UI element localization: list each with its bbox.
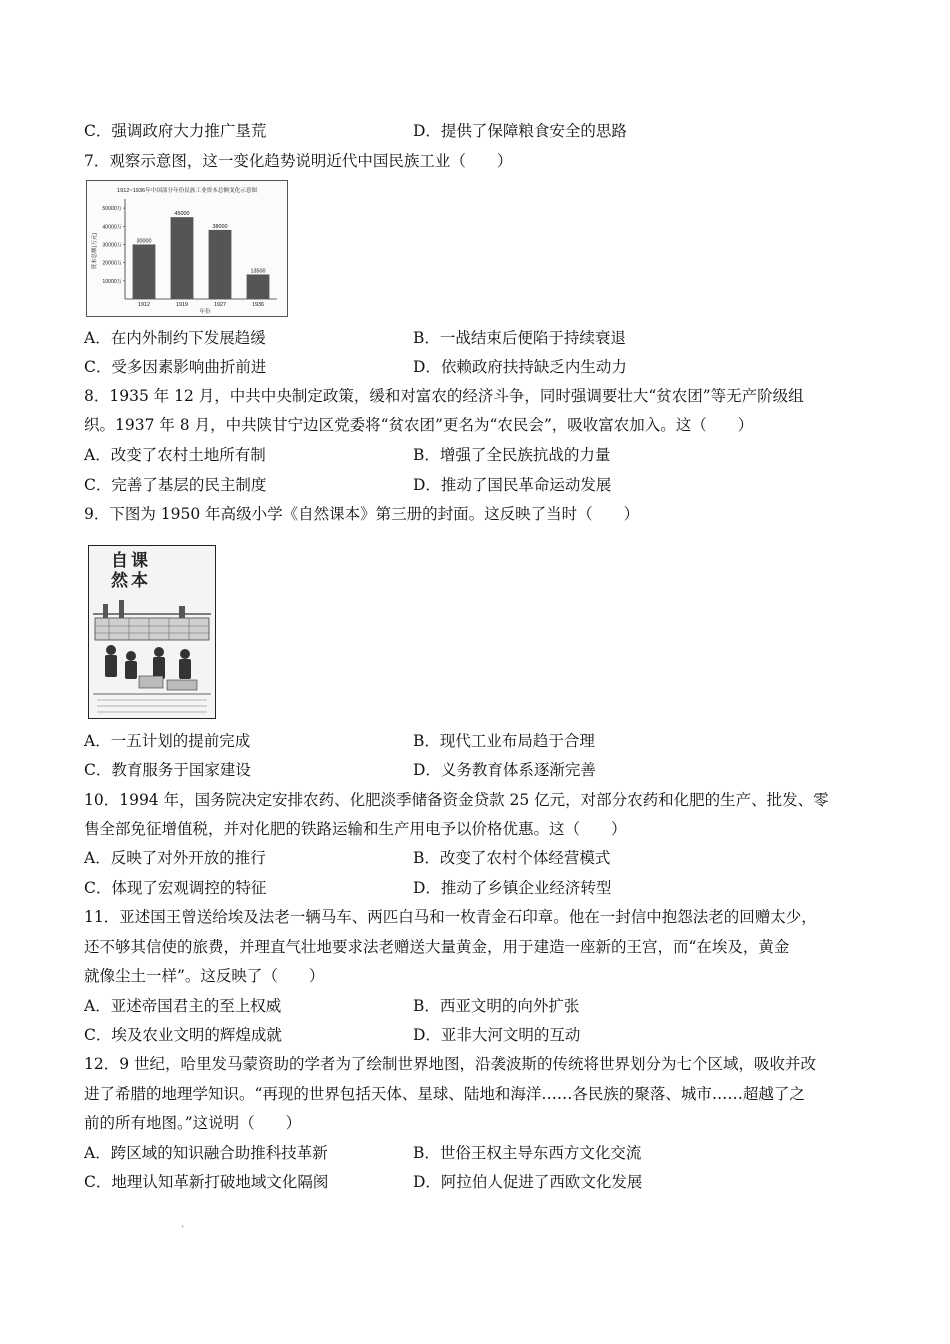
- chart-y-tick-label: 30000万: [102, 242, 122, 249]
- q8-option-a: A．改变了农村土地所有制: [84, 446, 266, 464]
- q12-option-d: D．阿拉伯人促进了西欧文化发展: [413, 1173, 643, 1191]
- q8-stem-line2: 织。1937 年 8 月，中共陕甘宁边区党委将“贫农团”更名为“农民会”，吸收富农加入。这（ ）: [84, 416, 754, 434]
- chart-y-tick-label: 20000万: [102, 260, 122, 267]
- q11-option-a: A．亚述帝国君主的至上权威: [84, 997, 282, 1015]
- q8-option-b: B．增强了全民族抗战的力量: [413, 446, 611, 464]
- q8-option-d: D．推动了国民革命运动发展: [413, 476, 612, 494]
- cover-title-char: 自: [111, 551, 128, 571]
- q10-option-d: D．推动了乡镇企业经济转型: [413, 879, 612, 897]
- q7-option-a: A．在内外制约下发展趋缓: [84, 329, 266, 347]
- q7-stem: 7．观察示意图，这一变化趋势说明近代中国民族工业（ ）: [84, 152, 513, 170]
- cover-title-char: 本: [131, 571, 148, 591]
- q10-stem-line1: 10．1994 年，国务院决定安排农药、化肥淡季储备资金贷款 25 亿元，对部分农药和化肥的生产、批发、零: [84, 791, 829, 809]
- chart-x-tick-label: 1936: [252, 302, 264, 308]
- q9-textbook-cover-image: [88, 545, 216, 719]
- chart-y-tick-label: 40000万: [102, 224, 122, 231]
- q8-option-c: C．完善了基层的民主制度: [84, 476, 267, 494]
- chart-bar: [247, 274, 270, 299]
- q11-stem-line3: 就像尘土一样”。这反映了（ ）: [84, 967, 325, 985]
- q9-option-b: B．现代工业布局趋于合理: [413, 732, 595, 750]
- chart-title: 1912~1936年中国部分年份民族工业资本总额变化示意图: [116, 188, 258, 194]
- q7-bar-chart: [86, 180, 288, 317]
- q10-stem-line2: 售全部免征增值税，并对化肥的铁路运输和生产用电予以价格优惠。这（ ）: [84, 820, 627, 838]
- q9-stem: 9．下图为 1950 年高级小学《自然课本》第三册的封面。这反映了当时（ ）: [84, 505, 640, 523]
- q9-option-a: A．一五计划的提前完成: [84, 732, 251, 750]
- cover-title-char: 然: [111, 571, 128, 591]
- chart-y-tick-label: 50000万: [102, 206, 122, 213]
- q12-stem-line2: 进了希腊的地理学知识。“再现的世界包括天体、星球、陆地和海洋……各民族的聚落、城市……超越了之: [84, 1085, 805, 1103]
- chart-bar: [209, 230, 232, 299]
- q12-option-a: A．跨区域的知识融合助推科技革新: [84, 1144, 328, 1162]
- chart-data-label: 30000: [136, 238, 152, 245]
- q9-option-c: C．教育服务于国家建设: [84, 761, 251, 779]
- chart-data-label: 38000: [212, 223, 228, 230]
- q7-option-b: B．一战结束后便陷于持续衰退: [413, 329, 626, 347]
- q10-option-a: A．反映了对外开放的推行: [84, 849, 266, 867]
- q9-option-d: D．义务教育体系逐渐完善: [413, 761, 596, 779]
- q6-option-c: C．强调政府大力推广垦荒: [84, 122, 267, 140]
- footer-mark: .: [181, 1219, 185, 1230]
- q6-option-d: D．提供了保障粮食安全的思路: [413, 122, 627, 140]
- q12-stem-line1: 12．9 世纪，哈里发马蒙资助的学者为了绘制世界地图，沿袭波斯的传统将世界划分为七个区域，吸收并改: [84, 1055, 817, 1073]
- chart-bar: [133, 244, 156, 299]
- chart-y-tick-label: 10000万: [102, 278, 122, 285]
- q10-option-b: B．改变了农村个体经营模式: [413, 849, 611, 867]
- q8-stem-line1: 8．1935 年 12 月，中共中央制定政策，缓和对富农的经济斗争，同时强调要壮大“贫农团”等无产阶级组: [84, 387, 804, 405]
- chart-y-axis-label: 资本总额(万元): [92, 232, 98, 270]
- q11-stem-line2: 还不够其信使的旅费，并理直气壮地要求法老赠送大量黄金，用于建造一座新的王宫，而“在埃及，黄金: [84, 938, 790, 956]
- chart-x-tick-label: 1912: [138, 302, 150, 308]
- q11-option-d: D．亚非大河文明的互动: [413, 1026, 581, 1044]
- chart-x-tick-label: 1919: [176, 302, 188, 308]
- q7-option-c: C．受多因素影响曲折前进: [84, 358, 267, 376]
- chart-bar: [171, 217, 194, 299]
- q11-stem-line1: 11．亚述国王曾送给埃及法老一辆马车、两匹白马和一枚青金石印章。他在一封信中抱怨法老的回赠太少，: [84, 908, 817, 926]
- chart-x-axis-label: 年份: [199, 309, 211, 315]
- chart-data-label: 45000: [174, 211, 190, 218]
- q12-option-c: C．地理认知革新打破地域文化隔阂: [84, 1173, 329, 1191]
- q10-option-c: C．体现了宏观调控的特征: [84, 879, 267, 897]
- q12-option-b: B．世俗王权主导东西方文化交流: [413, 1144, 642, 1162]
- q11-option-b: B．西亚文明的向外扩张: [413, 997, 580, 1015]
- chart-x-tick-label: 1927: [214, 302, 226, 308]
- chart-data-label: 13500: [250, 268, 266, 275]
- cover-title-char: 课: [131, 551, 148, 571]
- q11-option-c: C．埃及农业文明的辉煌成就: [84, 1026, 282, 1044]
- q12-stem-line3: 前的所有地图。”这说明（ ）: [84, 1114, 302, 1132]
- q7-option-d: D．依赖政府扶持缺乏内生动力: [413, 358, 627, 376]
- cover-illustration: [89, 546, 215, 718]
- chart-svg: [87, 181, 287, 316]
